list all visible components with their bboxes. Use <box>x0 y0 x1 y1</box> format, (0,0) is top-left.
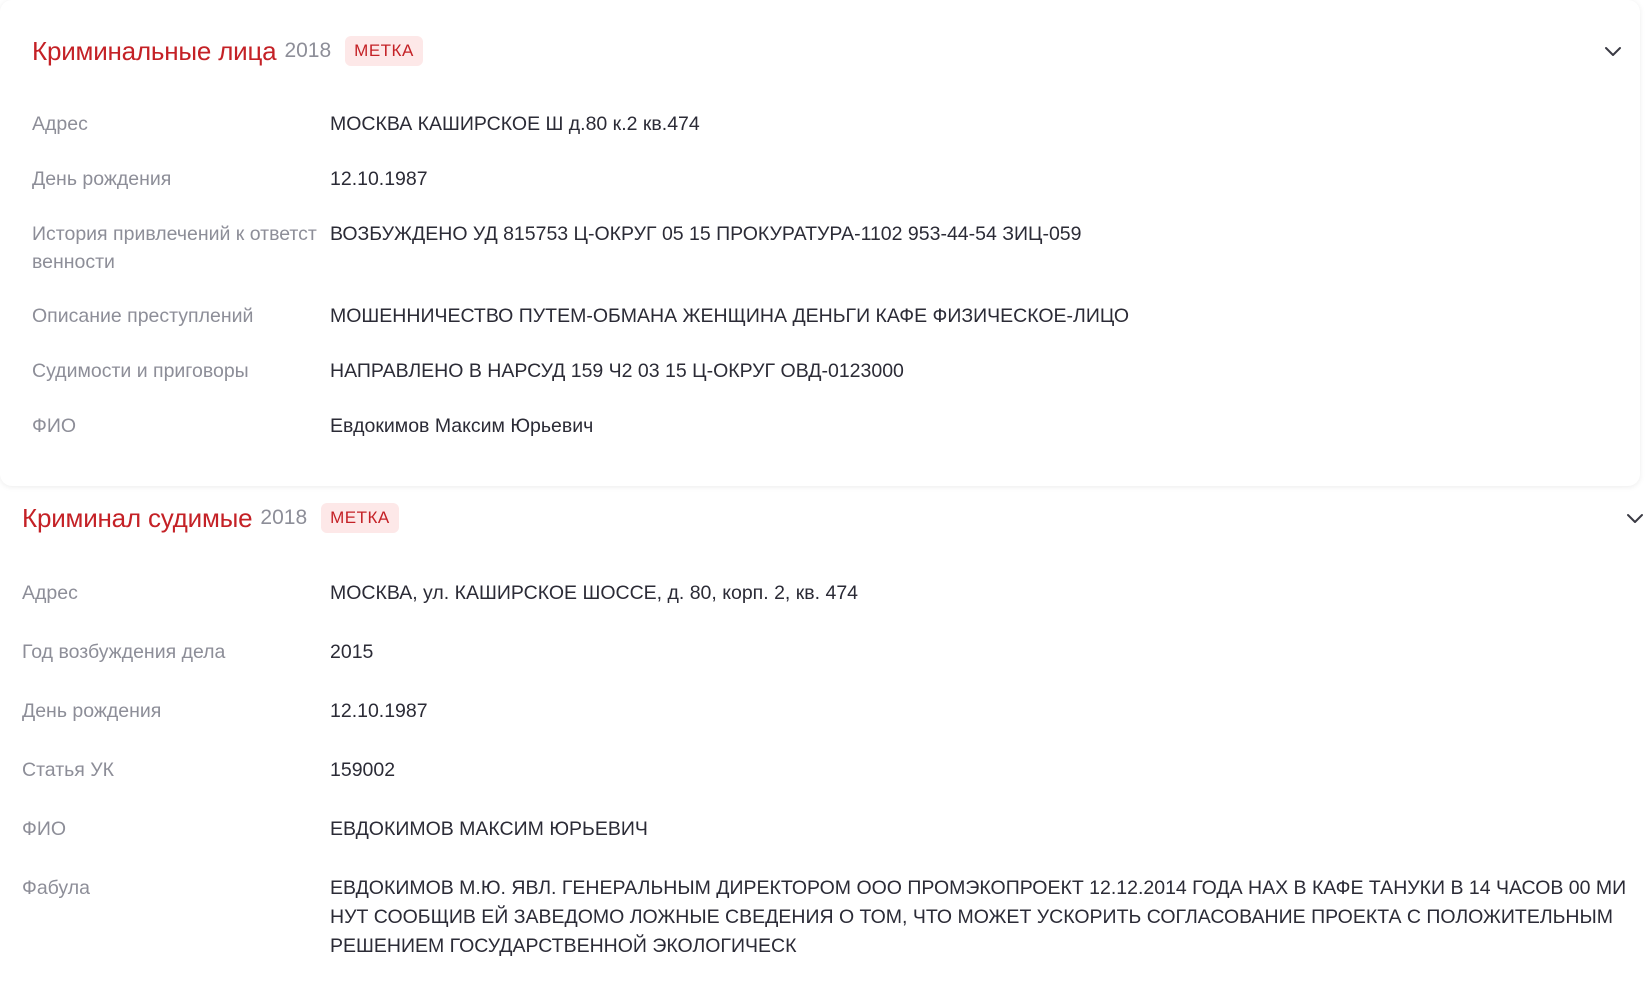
detail-value: МОСКВА КАШИРСКОЕ Ш д.80 к.2 кв.474 <box>330 113 700 135</box>
detail-label: История привлечений к ответственности <box>32 223 317 273</box>
detail-row <box>32 412 1590 441</box>
detail-row <box>22 815 1630 844</box>
criminal-convicted-section <box>22 497 1642 957</box>
detail-label: Адрес <box>32 113 88 135</box>
detail-row <box>32 110 1590 139</box>
detail-row <box>22 638 1630 667</box>
detail-value: МОСКВА, ул. КАШИРСКОЕ ШОССЕ, д. 80, корп. 2, кв. 474 <box>330 582 859 604</box>
detail-label: Судимости и приговоры <box>32 360 249 382</box>
detail-label: ФИО <box>22 818 67 840</box>
detail-value: 12.10.1987 <box>330 700 428 722</box>
detail-value: ЕВДОКИМОВ М.Ю. ЯВЛ. ГЕНЕРАЛЬНЫМ ДИРЕКТОРОМ ООО ПРОМЭКОПРОЕКТ 12.12.2014 ГОДА НАХ В КАФЕ ТАНУКИ В 14 ЧАСОВ 00 МИНУТ СООБЩИВ ЕЙ ЗАВЕДОМО ЛОЖНЫЕ СВЕДЕНИЯ О ТОМ, ЧТО МОЖЕТ УСКОРИТЬ СОГЛАСОВАНИЕ ПРОЕКТА С ПОЛОЖИТЕЛЬНЫМ РЕШЕНИЕМ ГОСУДАРСТВЕННОЙ ЭКОЛОГИЧЕСК <box>330 877 1627 957</box>
section-header[interactable] <box>32 30 1624 72</box>
detail-row <box>22 579 1630 608</box>
section-title: Криминал судимые <box>22 502 253 533</box>
detail-value: 2015 <box>330 641 374 663</box>
detail-label: День рождения <box>22 700 162 722</box>
detail-label: Описание преступлений <box>32 305 254 327</box>
criminal-persons-section <box>32 30 1624 437</box>
detail-value: ВОЗБУЖДЕНО УД 815753 Ц-ОКРУГ 05 15 ПРОКУРАТУРА-1102 953-44-54 ЗИЦ-059 <box>330 223 1082 245</box>
chevron-down-icon[interactable] <box>1624 507 1646 529</box>
detail-label: Фабула <box>22 877 90 899</box>
detail-row <box>22 756 1630 785</box>
detail-value: ЕВДОКИМОВ МАКСИМ ЮРЬЕВИЧ <box>330 818 648 840</box>
chevron-down-icon[interactable] <box>1602 40 1624 62</box>
detail-label: Адрес <box>22 582 78 604</box>
detail-value: 12.10.1987 <box>330 168 428 190</box>
detail-row <box>32 220 1590 276</box>
detail-label: Год возбуждения дела <box>22 641 226 663</box>
detail-row <box>22 697 1630 726</box>
section-year: 2018 <box>284 39 332 62</box>
section-year: 2018 <box>260 506 308 529</box>
detail-row <box>32 357 1590 386</box>
detail-value: Евдокимов Максим Юрьевич <box>330 415 594 437</box>
tag-badge: МЕТКА <box>345 36 423 66</box>
detail-row <box>32 165 1590 194</box>
tag-badge: МЕТКА <box>321 503 399 533</box>
detail-value: 159002 <box>330 759 396 781</box>
detail-label: День рождения <box>32 168 172 190</box>
section-title: Криминальные лица <box>32 35 277 66</box>
detail-label: Статья УК <box>22 759 115 781</box>
detail-row <box>22 874 1630 961</box>
section-header[interactable] <box>22 497 1642 539</box>
detail-row <box>32 302 1590 331</box>
detail-label: ФИО <box>32 415 77 437</box>
detail-value: МОШЕННИЧЕСТВО ПУТЕМ-ОБМАНА ЖЕНЩИНА ДЕНЬГИ КАФЕ ФИЗИЧЕСКОЕ-ЛИЦО <box>330 305 1129 327</box>
detail-value: НАПРАВЛЕНО В НАРСУД 159 Ч2 03 15 Ц-ОКРУГ ОВД-0123000 <box>330 360 904 382</box>
